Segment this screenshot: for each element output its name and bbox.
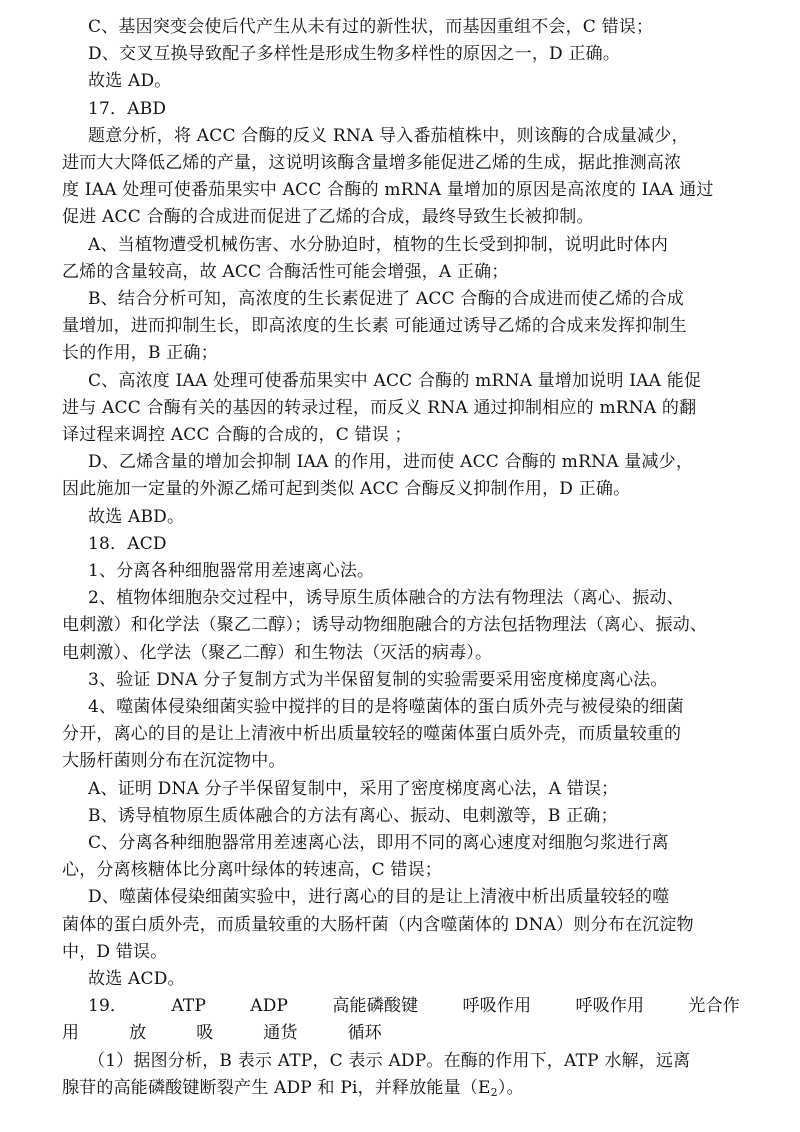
- text-line-32: 心，分离核糖体比分离叶绿体的转速高，C 错误；: [62, 860, 443, 880]
- question-19-answers-row-1: [88, 993, 740, 1020]
- text-line-25: 3、验证 DNA 分子复制方式为半保留复制的实验需要采用密度梯度离心法。: [88, 670, 668, 690]
- question-19-number: 19．: [88, 996, 128, 1016]
- last-line-1: （1）据图分析，B 表示 ATP，C 表示 ADP。在酶的作用下，ATP 水解，远离: [88, 1051, 691, 1071]
- text-line-3: 故选 AD。: [88, 71, 172, 91]
- text-line-11: B、结合分析可知，高浓度的生长素促进了 ACC 合酶的合成进而使乙烯的合成: [88, 289, 684, 309]
- text-line-10: 乙烯的含量较高，故 ACC 合酶活性可能会增强，A 正确；: [62, 262, 509, 282]
- text-line-18: 因此施加一定量的外源乙烯可起到类似 ACC 合酶反义抑制作用，D 正确。: [62, 479, 631, 499]
- question-19-answers-row-2: [62, 1020, 382, 1047]
- text-line-7: 度 IAA 处理可使番茄果实中 ACC 合酶的 mRNA 量增加的原因是高浓度的 IAA 通过: [62, 180, 714, 200]
- text-line-6: 进而大大降低乙烯的产量，这说明该酶含量增多能促进乙烯的生成，据此推测高浓: [62, 153, 682, 173]
- text-line-1: C、基因突变会使后代产生从未有过的新性状，而基因重组不会，C 错误；: [88, 17, 654, 37]
- text-line-36: 故选 ACD。: [88, 969, 185, 989]
- answer-blank: 放: [129, 1023, 147, 1043]
- answer-blank: 高能磷酸键: [332, 996, 419, 1016]
- text-line-34: 菌体的蛋白质外壳，而质量较重的大肠杆菌（内含噬菌体的 DNA）则分布在沉淀物: [62, 915, 694, 935]
- question-17-header: 17．ABD: [88, 99, 167, 119]
- answer-blank: 通货: [263, 1023, 298, 1043]
- text-line-14: C、高浓度 IAA 处理可使番茄果实中 ACC 合酶的 mRNA 量增加说明 IAA 能促: [88, 371, 702, 391]
- answer-blank: 呼吸作用: [462, 996, 532, 1016]
- text-line-35: 中，D 错误。: [62, 942, 168, 962]
- answer-blank: 用: [62, 1023, 80, 1043]
- text-line-12: 量增加，进而抑制生长，即高浓度的生长素 可能通过诱导乙烯的合成来发挥抑制生: [62, 316, 687, 336]
- answer-blank: ADP: [250, 996, 289, 1016]
- text-line-29: A、证明 DNA 分子半保留复制中，采用了密度梯度离心法，A 错误；: [88, 779, 619, 799]
- text-line-24: 电刺激）、化学法（聚乙二醇）和生物法（灭活的病毒）。: [62, 643, 493, 663]
- text-line-16: 译过程来调控 ACC 合酶的合成的，C 错误 ；: [62, 425, 412, 445]
- text-line-23: 电刺激）和化学法（聚乙二醇）；诱导动物细胞融合的方法包括物理法（离心、振动、: [62, 615, 708, 635]
- text-line-33: D、噬菌体侵染细菌实验中，进行离心的目的是让上清液中析出质量较轻的噬: [88, 887, 670, 907]
- answer-blank: 呼吸作用: [575, 996, 645, 1016]
- text-line-5: 题意分析，将 ACC 合酶的反义 RNA 导入番茄植株中，则该酶的合成量减少，: [88, 126, 689, 146]
- last-line-2-text: 腺苷的高能磷酸键断裂产生 ADP 和 Pi，并释放能量（E: [62, 1078, 491, 1098]
- answer-blank: 循环: [347, 1023, 382, 1043]
- text-line-21: 1、分离各种细胞器常用差速离心法。: [88, 561, 375, 581]
- last-line-2-end: ）。: [497, 1078, 524, 1098]
- text-line-31: C、分离各种细胞器常用差速离心法，即用不同的离心速度对细胞匀浆进行离: [88, 833, 669, 853]
- text-line-9: A、当植物遭受机械伤害、水分胁迫时，植物的生长受到抑制，说明此时体内: [88, 235, 669, 255]
- text-line-28: 大肠杆菌则分布在沉淀物中。: [62, 751, 286, 771]
- text-line-15: 进与 ACC 合酶有关的基因的转录过程，而反义 RNA 通过抑制相应的 mRNA 的翻: [62, 398, 697, 418]
- text-line-17: D、乙烯含量的增加会抑制 IAA 的作用，进而使 ACC 合酶的 mRNA 量减少，: [88, 452, 694, 472]
- text-line-30: B、诱导植物原生质体融合的方法有离心、振动、电刺激等，B 正确；: [88, 806, 618, 826]
- text-line-19: 故选 ABD。: [88, 507, 185, 527]
- text-line-8: 促进 ACC 合酶的合成进而促进了乙烯的合成，最终导致生长被抑制。: [62, 207, 594, 227]
- text-line-22: 2、植物体细胞杂交过程中，诱导原生质体融合的方法有物理法（离心、振动、: [88, 588, 684, 608]
- text-line-27: 分开，离心的目的是让上清液中析出质量较轻的噬菌体蛋白质外壳，而质量较重的: [62, 724, 682, 744]
- text-line-13: 长的作用，B 正确；: [62, 343, 218, 363]
- energy-subscript: 2: [490, 1086, 498, 1099]
- answer-blank: 吸: [196, 1023, 214, 1043]
- question-18-header: 18．ACD: [88, 534, 167, 554]
- answer-blank: 光合作: [688, 996, 740, 1016]
- text-line-26: 4、噬菌体侵染细菌实验中搅拌的目的是将噬菌体的蛋白质外壳与被侵染的细菌: [88, 697, 684, 717]
- text-line-2: D、交叉互换导致配子多样性是形成生物多样性的原因之一，D 正确。: [88, 44, 621, 64]
- answer-blank: ATP: [171, 996, 207, 1016]
- last-line-2: [62, 1075, 752, 1106]
